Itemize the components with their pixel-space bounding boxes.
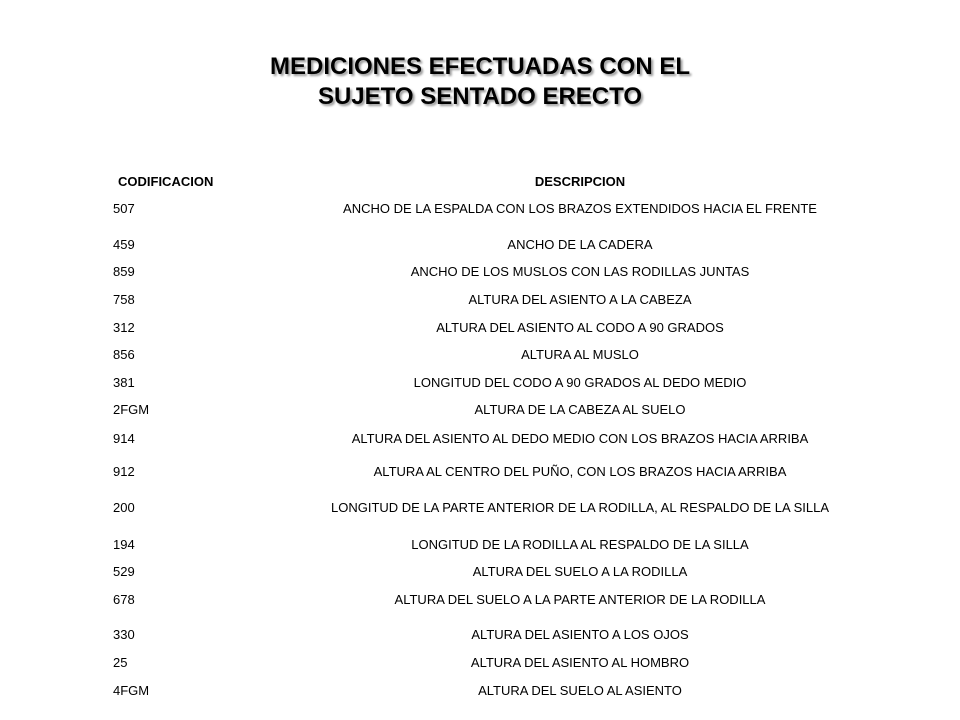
row-code: 859 (113, 264, 135, 279)
table-row (0, 201, 960, 217)
row-description: ALTURA DEL SUELO A LA PARTE ANTERIOR DE LA RODILLA (394, 592, 766, 607)
page-title (0, 52, 960, 112)
row-code: 194 (113, 537, 135, 552)
title-line-1: MEDICIONES EFECTUADAS CON EL (269, 53, 691, 80)
row-code: 459 (113, 237, 135, 252)
row-code: 2FGM (113, 402, 150, 417)
row-description: LONGITUD DE LA RODILLA AL RESPALDO DE LA SILLA (411, 537, 749, 552)
table-row (0, 237, 960, 253)
row-description: ALTURA DEL SUELO A LA RODILLA (472, 564, 688, 579)
row-code: 507 (113, 201, 135, 216)
table-row (0, 537, 960, 553)
title-line-2: SUJETO SENTADO ERECTO (317, 83, 643, 110)
row-description: ALTURA DEL ASIENTO AL DEDO MEDIO CON LOS BRAZOS HACIA ARRIBA (351, 431, 809, 446)
row-description: ALTURA DEL ASIENTO A LA CABEZA (468, 292, 692, 307)
header-codificacion: CODIFICACION (118, 174, 214, 189)
row-description: LONGITUD DEL CODO A 90 GRADOS AL DEDO MEDIO (413, 375, 747, 390)
row-description: ALTURA AL CENTRO DEL PUÑO, CON LOS BRAZOS HACIA ARRIBA (373, 464, 787, 479)
row-code: 330 (113, 627, 135, 642)
row-description: ALTURA DEL SUELO AL ASIENTO (478, 683, 682, 698)
row-code: 4FGM (113, 683, 150, 698)
table-row (0, 564, 960, 580)
row-description: LONGITUD DE LA PARTE ANTERIOR DE LA RODILLA, AL RESPALDO DE LA SILLA (330, 500, 830, 515)
row-description: ALTURA AL MUSLO (521, 347, 639, 362)
row-description: ALTURA DEL ASIENTO AL CODO A 90 GRADOS (436, 320, 724, 335)
table-row (0, 375, 960, 391)
table-row (0, 500, 960, 516)
table-row (0, 431, 960, 447)
row-description: ALTURA DEL ASIENTO AL HOMBRO (470, 655, 690, 670)
table-row (0, 592, 960, 608)
row-code: 529 (113, 564, 135, 579)
table-row (0, 292, 960, 308)
row-code: 912 (113, 464, 135, 479)
row-description: ANCHO DE LOS MUSLOS CON LAS RODILLAS JUNTAS (410, 264, 750, 279)
table-row (0, 464, 960, 480)
row-code: 758 (113, 292, 135, 307)
row-code: 312 (113, 320, 135, 335)
row-description: ALTURA DEL ASIENTO A LOS OJOS (471, 627, 689, 642)
row-code: 200 (113, 500, 135, 515)
row-code: 381 (113, 375, 135, 390)
row-code: 856 (113, 347, 135, 362)
table-row (0, 402, 960, 418)
row-description: ANCHO DE LA ESPALDA CON LOS BRAZOS EXTENDIDOS HACIA EL FRENTE (343, 201, 817, 216)
row-code: 678 (113, 592, 135, 607)
row-code: 914 (113, 431, 135, 446)
table-row (0, 347, 960, 363)
table-row (0, 655, 960, 671)
row-description: ALTURA DE LA CABEZA AL SUELO (474, 402, 686, 417)
table-row (0, 264, 960, 280)
table-row (0, 627, 960, 643)
table-row (0, 320, 960, 336)
row-code: 25 (113, 655, 128, 670)
header-descripcion: DESCRIPCION (534, 174, 626, 189)
row-description: ANCHO DE LA CADERA (507, 237, 653, 252)
table-row (0, 683, 960, 699)
